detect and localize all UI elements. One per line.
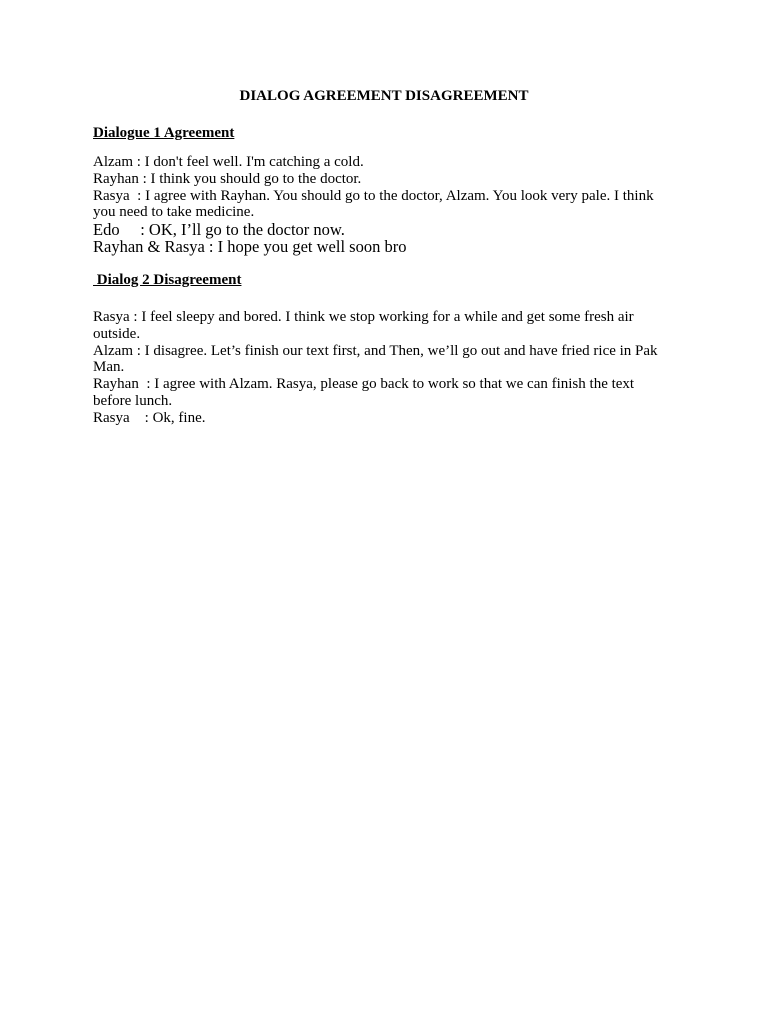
dialog-line: Rasya : I feel sleepy and bored. I think we stop working for a while and get some fresh air outside. [93, 309, 638, 342]
document-title: DIALOG AGREEMENT DISAGREEMENT [239, 88, 529, 104]
dialogue-2-body [93, 309, 668, 427]
dialog-line: Edo : OK, I’ll go to the doctor now. [93, 220, 345, 240]
dialog-line: Rasya : I agree with Rayhan. You should go to the doctor, Alzam. You look very pale. I think you need to take medicine. [93, 187, 658, 221]
dialog-line: Rayhan : I agree with Alzam. Rasya, please go back to work so that we can finish the text before lunch. [93, 376, 638, 409]
section-heading-dialogue-1: Dialogue 1 Agreement [93, 125, 235, 141]
dialog-line: Rayhan & Rasya : I hope you get well soon bro [93, 237, 407, 257]
section-heading-dialog-2: Dialog 2 Disagreement [93, 272, 242, 288]
dialog-line: Alzam : I don't feel well. I'm catching a cold. [93, 154, 364, 170]
dialogue-1-body [93, 154, 668, 255]
dialog-line: Rayhan : I think you should go to the doctor. [93, 170, 362, 187]
dialog-line: Rasya : Ok, fine. [93, 409, 206, 426]
dialog-line: Alzam : I disagree. Let’s finish our text first, and Then, we’ll go out and have fried rice in Pak Man. [93, 342, 662, 376]
